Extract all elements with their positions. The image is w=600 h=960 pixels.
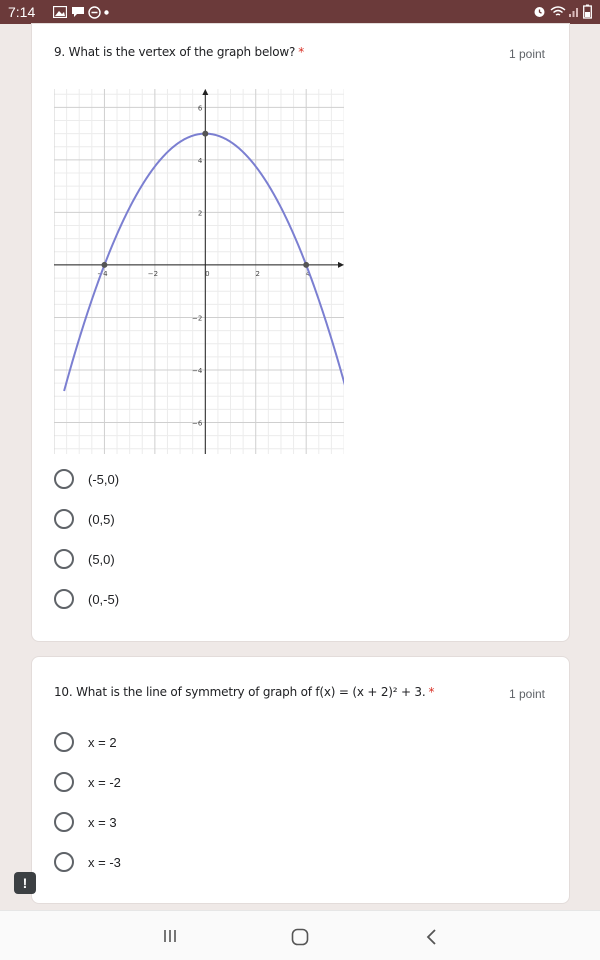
question-card-10 [31,656,570,904]
status-time: 7:14 [8,4,36,20]
required-mark: * [298,45,305,59]
y-tick-label: −4 [191,366,203,375]
signal-icon [568,5,581,18]
option-label: x = -3 [88,854,121,870]
minus-circle-icon [88,6,101,19]
recent-apps-icon[interactable] [162,929,178,943]
x-tick-label: 0 [205,269,210,278]
question-text: 10. What is the line of symmetry of graph of f(x) = (x + 2)² + 3. [54,685,426,699]
parabola-graph [54,89,344,454]
status-bar [0,0,600,24]
parabola-curve [64,134,344,391]
x-tick-label: 2 [255,269,260,278]
feedback-button[interactable]: ! [14,872,36,894]
points-label: 1 point [508,687,545,701]
message-icon [71,6,85,18]
x-tick-label: −2 [147,269,159,278]
alarm-icon [533,5,546,18]
y-tick-label: −2 [191,314,203,323]
home-icon[interactable] [291,928,309,946]
option-0[interactable] [54,467,119,491]
option-2[interactable] [54,810,117,834]
radio-button[interactable] [54,549,74,569]
option-0[interactable] [54,730,117,754]
x-axis-arrow [338,262,344,268]
option-1[interactable] [54,507,115,531]
option-label: x = 3 [88,814,117,830]
graph-point [101,262,107,268]
question-title [54,685,434,699]
option-label: (-5,0) [88,471,120,487]
x-tick-label: −4 [97,269,108,278]
radio-button[interactable] [54,852,74,872]
points-label: 1 point [508,47,545,61]
y-tick-label: 2 [197,209,203,218]
option-1[interactable] [54,770,121,794]
radio-button[interactable] [54,732,74,752]
option-label: (5,0) [88,551,115,567]
radio-button[interactable] [54,589,74,609]
question-title [54,45,304,59]
dot-icon [104,10,109,15]
x-tick-label: 4 [305,269,311,278]
option-3[interactable] [54,850,121,874]
question-text: 9. What is the vertex of the graph below? [54,45,296,59]
radio-button[interactable] [54,509,74,529]
radio-button[interactable] [54,772,74,792]
graph-point [303,262,309,268]
graph-point [202,131,208,137]
y-tick-label: 6 [197,104,203,113]
wifi-icon [550,5,566,18]
radio-button[interactable] [54,469,74,489]
question-card-9 [31,23,570,642]
option-2[interactable] [54,547,115,571]
option-label: x = 2 [88,734,117,750]
option-label: (0,-5) [88,591,120,607]
option-label: (0,5) [88,511,115,527]
option-label: x = -2 [88,774,121,790]
y-tick-label: 4 [197,156,203,165]
navigation-bar [0,910,600,960]
back-icon[interactable] [425,928,437,946]
y-axis-arrow [202,89,208,95]
battery-icon [583,4,592,19]
image-icon [53,6,67,18]
option-3[interactable] [54,587,119,611]
required-mark: * [428,685,435,699]
y-tick-label: −6 [191,419,203,428]
radio-button[interactable] [54,812,74,832]
